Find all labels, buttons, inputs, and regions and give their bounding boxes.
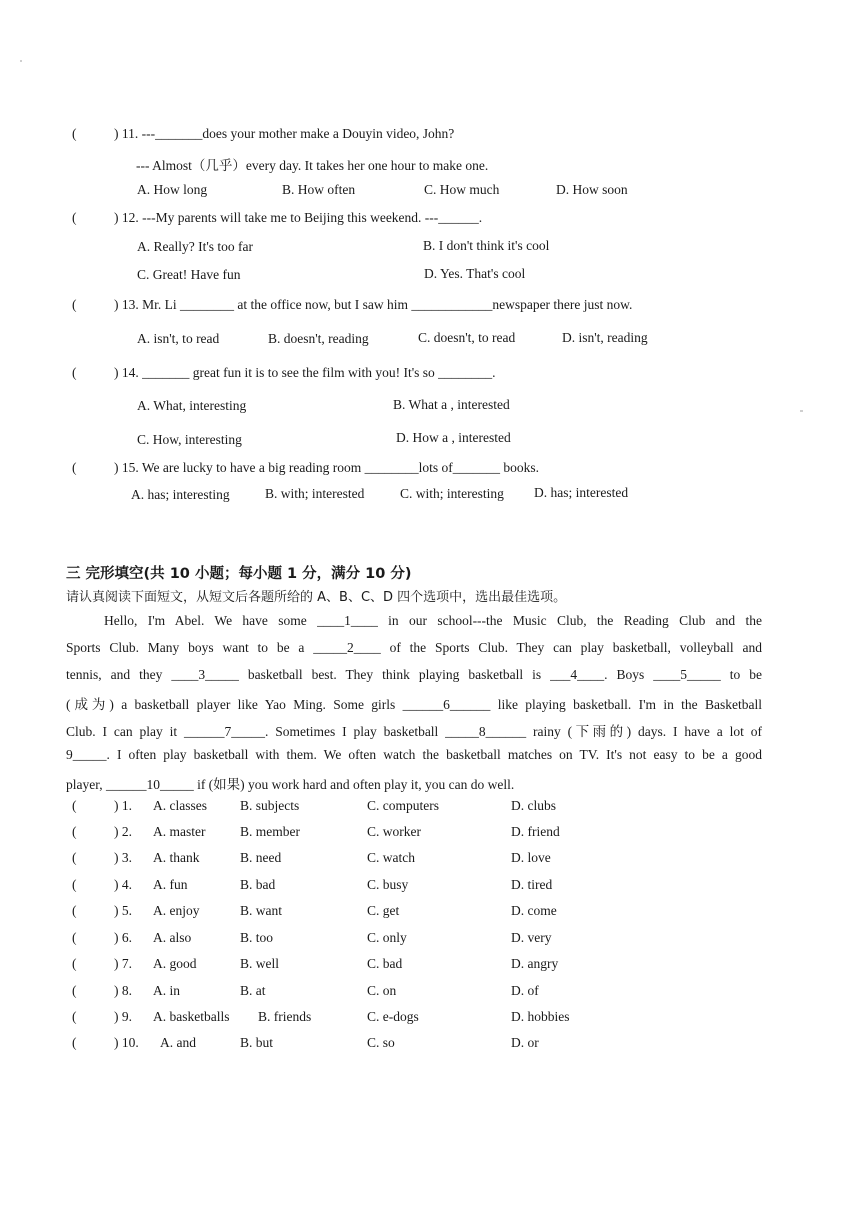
option-b: B. well [240,956,279,971]
option-c: C. Great! Have fun [137,267,241,282]
answer-paren[interactable]: ( [72,297,77,312]
option-c: C. only [367,930,407,945]
scan-speck [800,410,803,412]
option-c: C. doesn't, to read [418,330,516,345]
answer-paren[interactable]: ( [72,460,77,475]
passage-line: Club. I can play it ______7_____. Sometimes I play basketball _____8______ rainy (下雨的) days. I have a lot of [66,724,762,739]
passage-line: Hello, I'm Abel. We have some ____1____ in our school---the Music Club, the Reading Club and the [104,613,762,628]
answer-paren[interactable]: ( [72,824,77,839]
option-c: C. How much [424,182,500,197]
question-stem: ) 15. We are lucky to have a big reading room ________lots of_______ books. [114,460,539,475]
option-d: D. clubs [511,798,556,813]
option-a: A. has; interesting [131,487,230,502]
option-a: A. and [160,1035,196,1050]
answer-paren[interactable]: ( [72,877,77,892]
question-number: ) 4. [114,877,132,892]
option-b: B. subjects [240,798,300,813]
option-b: B. too [240,930,274,945]
cloze-question-8 [0,983,867,1003]
option-b: B. but [240,1035,274,1050]
option-d: D. isn't, reading [562,330,648,345]
question-number: ) 2. [114,824,132,839]
answer-paren[interactable]: ( [72,365,77,380]
cloze-question-5 [0,903,867,923]
section-instruction: 请认真阅读下面短文，从短文后各题所给的 A、B、C、D 四个选项中，选出最佳选项。 [66,590,567,605]
option-d: D. tired [511,877,553,892]
option-a: A. How long [137,182,208,197]
answer-paren[interactable]: ( [72,210,77,225]
option-a: A. What, interesting [137,398,247,413]
question-number: ) 3. [114,850,132,865]
scan-speck [20,60,22,62]
answer-paren[interactable]: ( [72,930,77,945]
option-d: D. How soon [556,182,628,197]
option-d: D. friend [511,824,560,839]
option-a: A. master [153,824,206,839]
option-b: B. with; interested [265,486,365,501]
option-c: C. e-dogs [367,1009,419,1024]
cloze-question-1 [0,798,867,818]
question-number: ) 5. [114,903,132,918]
cloze-question-6 [0,930,867,950]
option-d: D. love [511,850,551,865]
passage-line: 9_____. I often play basketball with them. We often watch the basketball matches on TV. It's not easy to be a good [66,747,762,762]
answer-paren[interactable]: ( [72,1035,77,1050]
option-c: C. worker [367,824,421,839]
option-d: D. angry [511,956,559,971]
question-stem: ) 12. ---My parents will take me to Beijing this weekend. ---______. [114,210,483,225]
question-number: ) 6. [114,930,132,945]
option-b: B. bad [240,877,276,892]
option-a: A. basketballs [153,1009,230,1024]
cloze-question-3 [0,850,867,870]
option-b: B. What a , interested [393,397,510,412]
answer-paren[interactable]: ( [72,798,77,813]
option-c: C. get [367,903,400,918]
question-number: ) 1. [114,798,132,813]
option-d: D. hobbies [511,1009,570,1024]
option-a: A. isn't, to read [137,331,220,346]
option-c: C. with; interesting [400,486,504,501]
question-stem: ) 11. ---_______does your mother make a Douyin video, John? [114,126,455,141]
cloze-question-2 [0,824,867,844]
passage-line: tennis, and they ____3_____ basketball best. They think playing basketball is ___4____. Boys ____5_____ to be [66,667,762,682]
option-c: C. watch [367,850,415,865]
cloze-question-7 [0,956,867,976]
option-a: A. also [153,930,192,945]
option-a: A. Really? It's too far [137,239,254,254]
option-c: C. How, interesting [137,432,242,447]
option-a: A. good [153,956,197,971]
passage-line: player, ______10_____ if (如果) you work hard and often play it, you can do well. [66,777,515,792]
question-stem: ) 13. Mr. Li ________ at the office now, but I saw him ____________newspaper there just now. [114,297,633,312]
question-number: ) 9. [114,1009,132,1024]
answer-paren[interactable]: ( [72,956,77,971]
question-stem-reply: --- Almost（几乎）every day. It takes her one hour to make one. [136,158,489,173]
passage-line: Sports Club. Many boys want to be a _____2____ of the Sports Club. They can play basketball, volleyball and [66,640,762,655]
option-b: B. How often [282,182,356,197]
option-b: B. member [240,824,300,839]
option-b: B. need [240,850,282,865]
option-b: B. friends [258,1009,312,1024]
option-c: C. so [367,1035,395,1050]
option-c: C. computers [367,798,439,813]
cloze-question-10 [0,1035,867,1055]
option-a: A. thank [153,850,200,865]
option-a: A. enjoy [153,903,200,918]
option-c: C. busy [367,877,409,892]
option-c: C. on [367,983,397,998]
option-d: D. come [511,903,557,918]
cloze-question-9 [0,1009,867,1029]
option-b: B. I don't think it's cool [423,238,550,253]
question-number: ) 10. [114,1035,139,1050]
option-a: A. fun [153,877,188,892]
option-d: D. How a , interested [396,430,511,445]
answer-paren[interactable]: ( [72,126,77,141]
option-a: A. classes [153,798,207,813]
option-d: D. very [511,930,552,945]
option-d: D. has; interested [534,485,629,500]
option-d: D. or [511,1035,539,1050]
option-d: D. of [511,983,539,998]
option-b: B. doesn't, reading [268,331,369,346]
answer-paren[interactable]: ( [72,983,77,998]
section-heading: 三 完形填空(共 10 小题；每小题 1 分，满分 10 分) [66,566,412,582]
option-a: A. in [153,983,180,998]
answer-paren[interactable]: ( [72,1009,77,1024]
question-number: ) 8. [114,983,132,998]
answer-paren[interactable]: ( [72,850,77,865]
cloze-question-4 [0,877,867,897]
option-c: C. bad [367,956,403,971]
passage-line: (成为) a basketball player like Yao Ming. Some girls ______6______ like playing basketball. I'm in the Basketball [66,697,762,712]
option-b: B. want [240,903,282,918]
question-stem: ) 14. _______ great fun it is to see the film with you! It's so ________. [114,365,496,380]
option-b: B. at [240,983,266,998]
option-d: D. Yes. That's cool [424,266,526,281]
question-number: ) 7. [114,956,132,971]
answer-paren[interactable]: ( [72,903,77,918]
